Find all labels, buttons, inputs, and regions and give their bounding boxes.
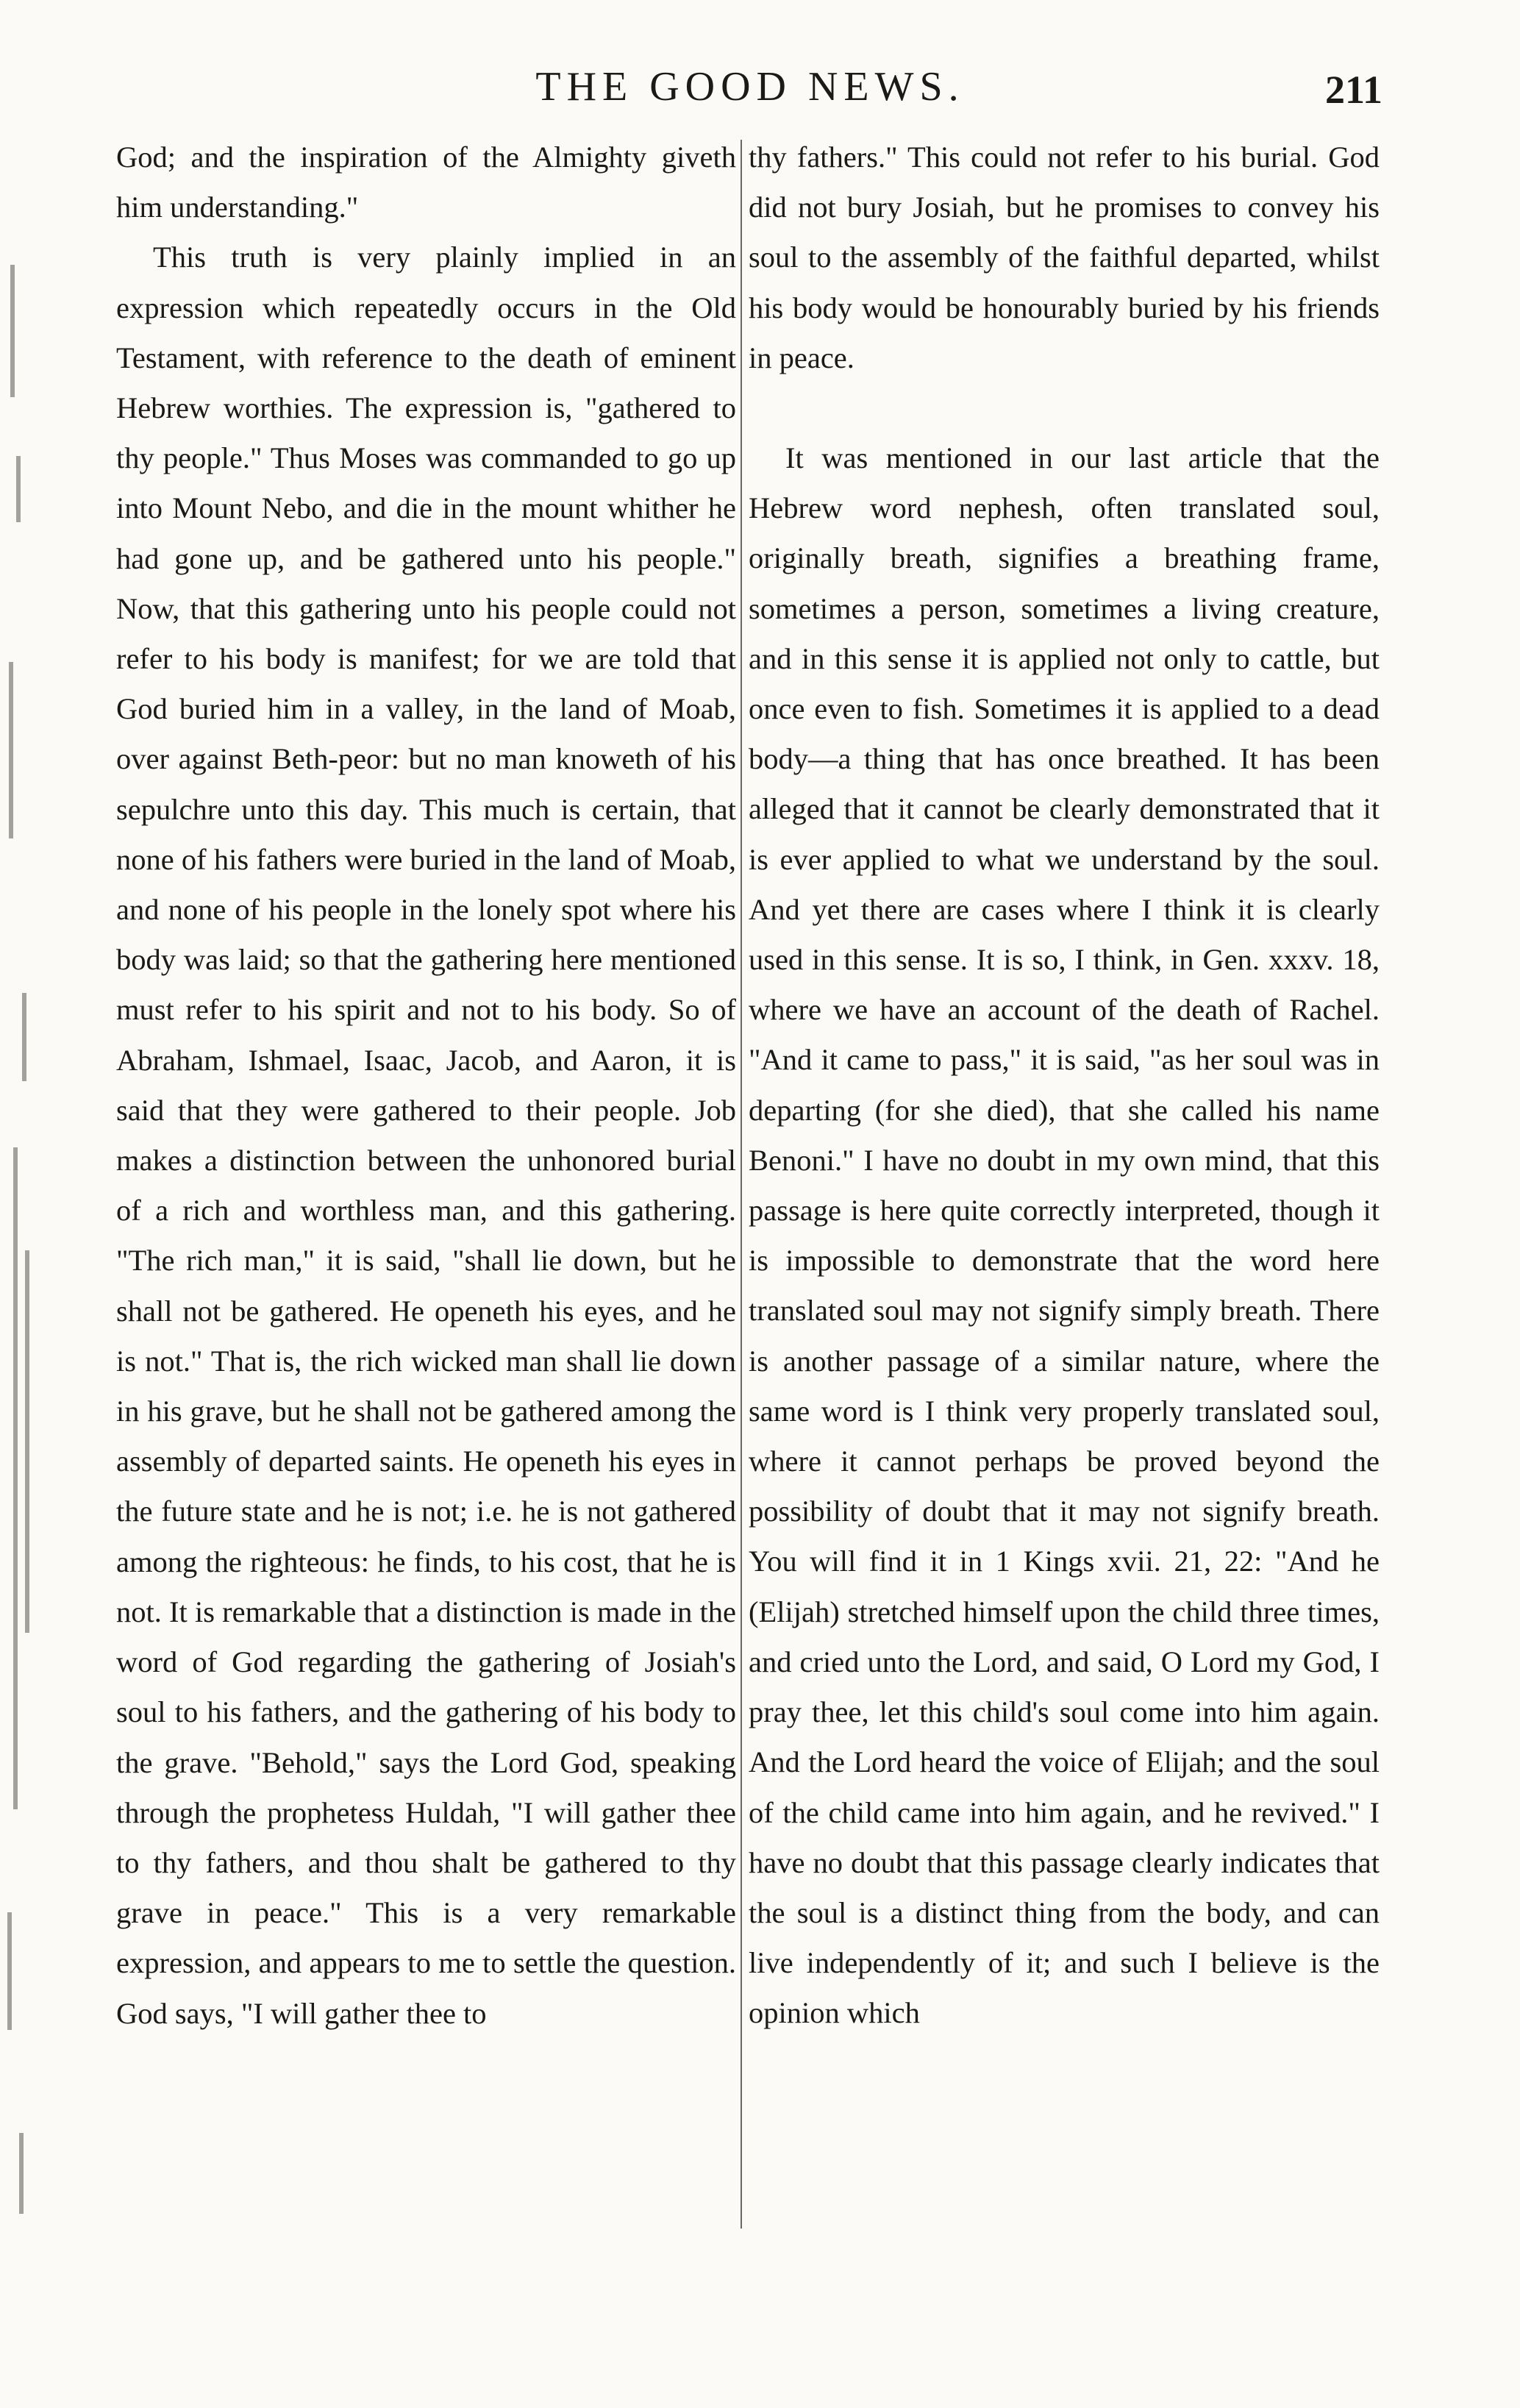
publication-title: THE GOOD NEWS. (535, 64, 965, 110)
right-paragraph-1: thy fathers." This could not refer to his burial. God did not bury Josiah, but he promises to convey his soul to the assembly of the faithful departed, whilst his body would be honourably buried by his friends in peace. (749, 140, 1380, 374)
column-divider (741, 140, 742, 2229)
paragraph-gap (749, 383, 1380, 433)
page-number: 211 (1324, 68, 1382, 112)
left-paragraph-2: This truth is very plainly implied in an expression which repeatedly occurs in the Old Testament, with reference to the death of eminent Hebrew worthies. The expression is, "gathered to thy people." Thus Moses was commanded to go up into Mount Nebo, and die in the mount whither he had gone up, and be gathered unto his people." Now, that this gathering unto his people could not refer to his body is manifest; for we are told that God buried him in a valley, in the land of Moab, over against Beth-peor: but no man knoweth of his sepulchre unto this day. This much is certain, that none of his fathers were buried in the land of Moab, and none of his people in the lonely spot where his body was laid; so that the gathering here mentioned must refer to his spirit and not to his body. So of Abraham, Ishmael, Isaac, Jacob, and Aaron, it is said that they were gathered to their people. Job makes a distinction between the unhonored burial of a rich and worthless man, and this gathering. "The rich man," it is said, "shall lie down, but he shall not be gathered. He openeth his eyes, and he is not." That is, the rich wicked man shall lie down in his grave, but he shall not be gathered among the assembly of departed saints. He openeth his eyes in the future state and he is not; i.e. he is not gathered among the righteous: he finds, to his cost, that he is not. It is remarkable that a distinction is made in the word of God regarding the gathering of Josiah's soul to his fathers, and the gathering of his body to the grave. "Behold," says the Lord God, speaking through the prophetess Huldah, "I will gather thee to thy fathers, and thou shalt be gathered to thy grave in peace." This is a very remarkable expression, and appears to me to settle the question. God says, "I will gather thee to (116, 241, 736, 2030)
running-head (118, 57, 1382, 116)
binding-edge-shadow (0, 0, 74, 2408)
right-paragraph-2: It was mentioned in our last article that the Hebrew word nephesh, often translated soul, originally breath, signifies a breathing frame, sometimes a person, sometimes a living creature, and in this sense it is applied not only to cattle, but once even to fish. Sometimes it is applied to a dead body—a thing that has once breathed. It has been alleged that it cannot be clearly demonstrated that it is ever applied to what we understand by the soul. And yet there are cases where I think it is clearly used in this sense. It is so, I think, in Gen. xxxv. 18, where we have an account of the death of Rachel. "And it came to pass," it is said, "as her soul was in departing (for she died), that she called his name Benoni." I have no doubt in my own mind, that this passage is here quite correctly interpreted, though it is impossible to demonstrate that the word here translated soul may not signify simply breath. There is another passage of a similar nature, where the same word is I think very properly translated soul, where it cannot perhaps be proved beyond the possibility of doubt that it may not signify breath. You will find it in 1 Kings xvii. 21, 22: "And he (Elijah) stretched himself upon the child three times, and cried unto the Lord, and said, O Lord my God, I pray thee, let this child's soul come into him again. And the Lord heard the voice of Elijah; and the soul of the child came into him again, and he revived." I have no doubt that this passage clearly indicates that the soul is a distinct thing from the body, and can live independently of it; and such I believe is the opinion which (749, 441, 1380, 2030)
right-column (749, 132, 1380, 2280)
left-paragraph-1: God; and the inspiration of the Almighty giveth him understanding." (116, 140, 736, 224)
left-column (116, 132, 736, 2280)
